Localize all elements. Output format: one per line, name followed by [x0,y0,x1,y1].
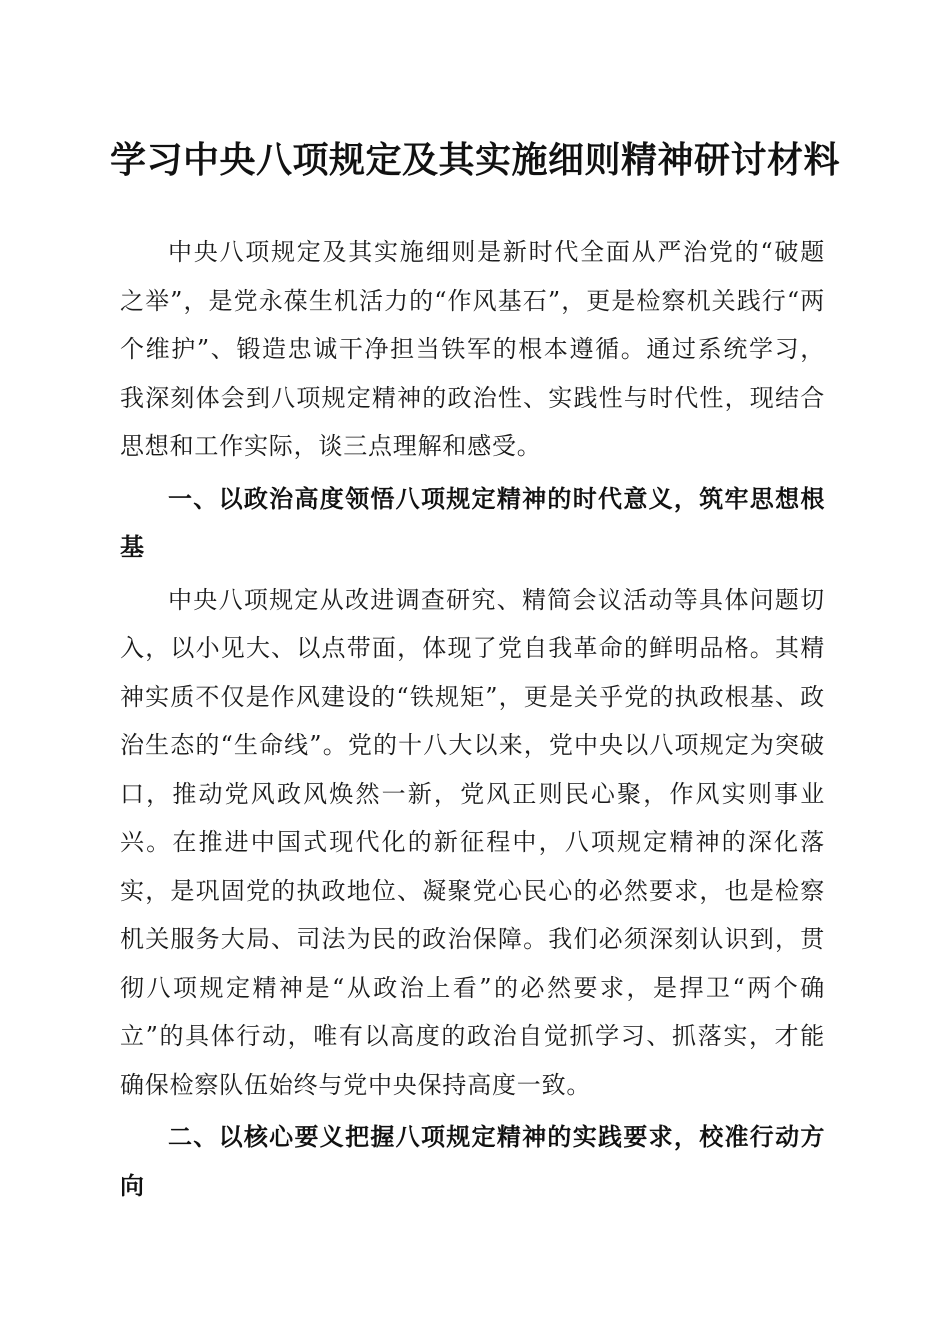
section-heading-1: 一、以政治高度领悟八项规定精神的时代意义，筑牢思想根基 [120,484,825,561]
intro-paragraph: 中央八项规定及其实施细则是新时代全面从严治党的“破题之举”，是党永葆生机活力的“作风基石”，更是检察机关践行“两个维护”、锻造忠诚干净担当铁军的根本遵循。通过系统学习，我深刻体会到八项规定精神的政治性、实践性与时代性，现结合思想和工作实际，谈三点理解和感受。 [120,238,825,460]
section-heading-2: 二、以核心要义把握八项规定精神的实践要求，校准行动方向 [120,1123,825,1200]
document-title: 学习中央八项规定及其实施细则精神研讨材料 [109,139,840,181]
document-body [120,228,825,1210]
section-paragraph-1: 中央八项规定从改进调查研究、精简会议活动等具体问题切入，以小见大、以点带面，体现了党自我革命的鲜明品格。其精神实质不仅是作风建设的“铁规矩”，更是关乎党的执政根基、政治生态的“生命线”。党的十八大以来，党中央以八项规定为突破口，推动党风政风焕然一新，党风正则民心聚，作风实则事业兴。在推进中国式现代化的新征程中，八项规定精神的深化落实，是巩固党的执政地位、凝聚党心民心的必然要求，也是检察机关服务大局、司法为民的政治保障。我们必须深刻认识到，贯彻八项规定精神是“从政治上看”的必然要求，是捍卫“两个确立”的具体行动，唯有以高度的政治自觉抓学习、抓落实，才能确保检察队伍始终与党中央保持高度一致。 [120,585,825,1099]
